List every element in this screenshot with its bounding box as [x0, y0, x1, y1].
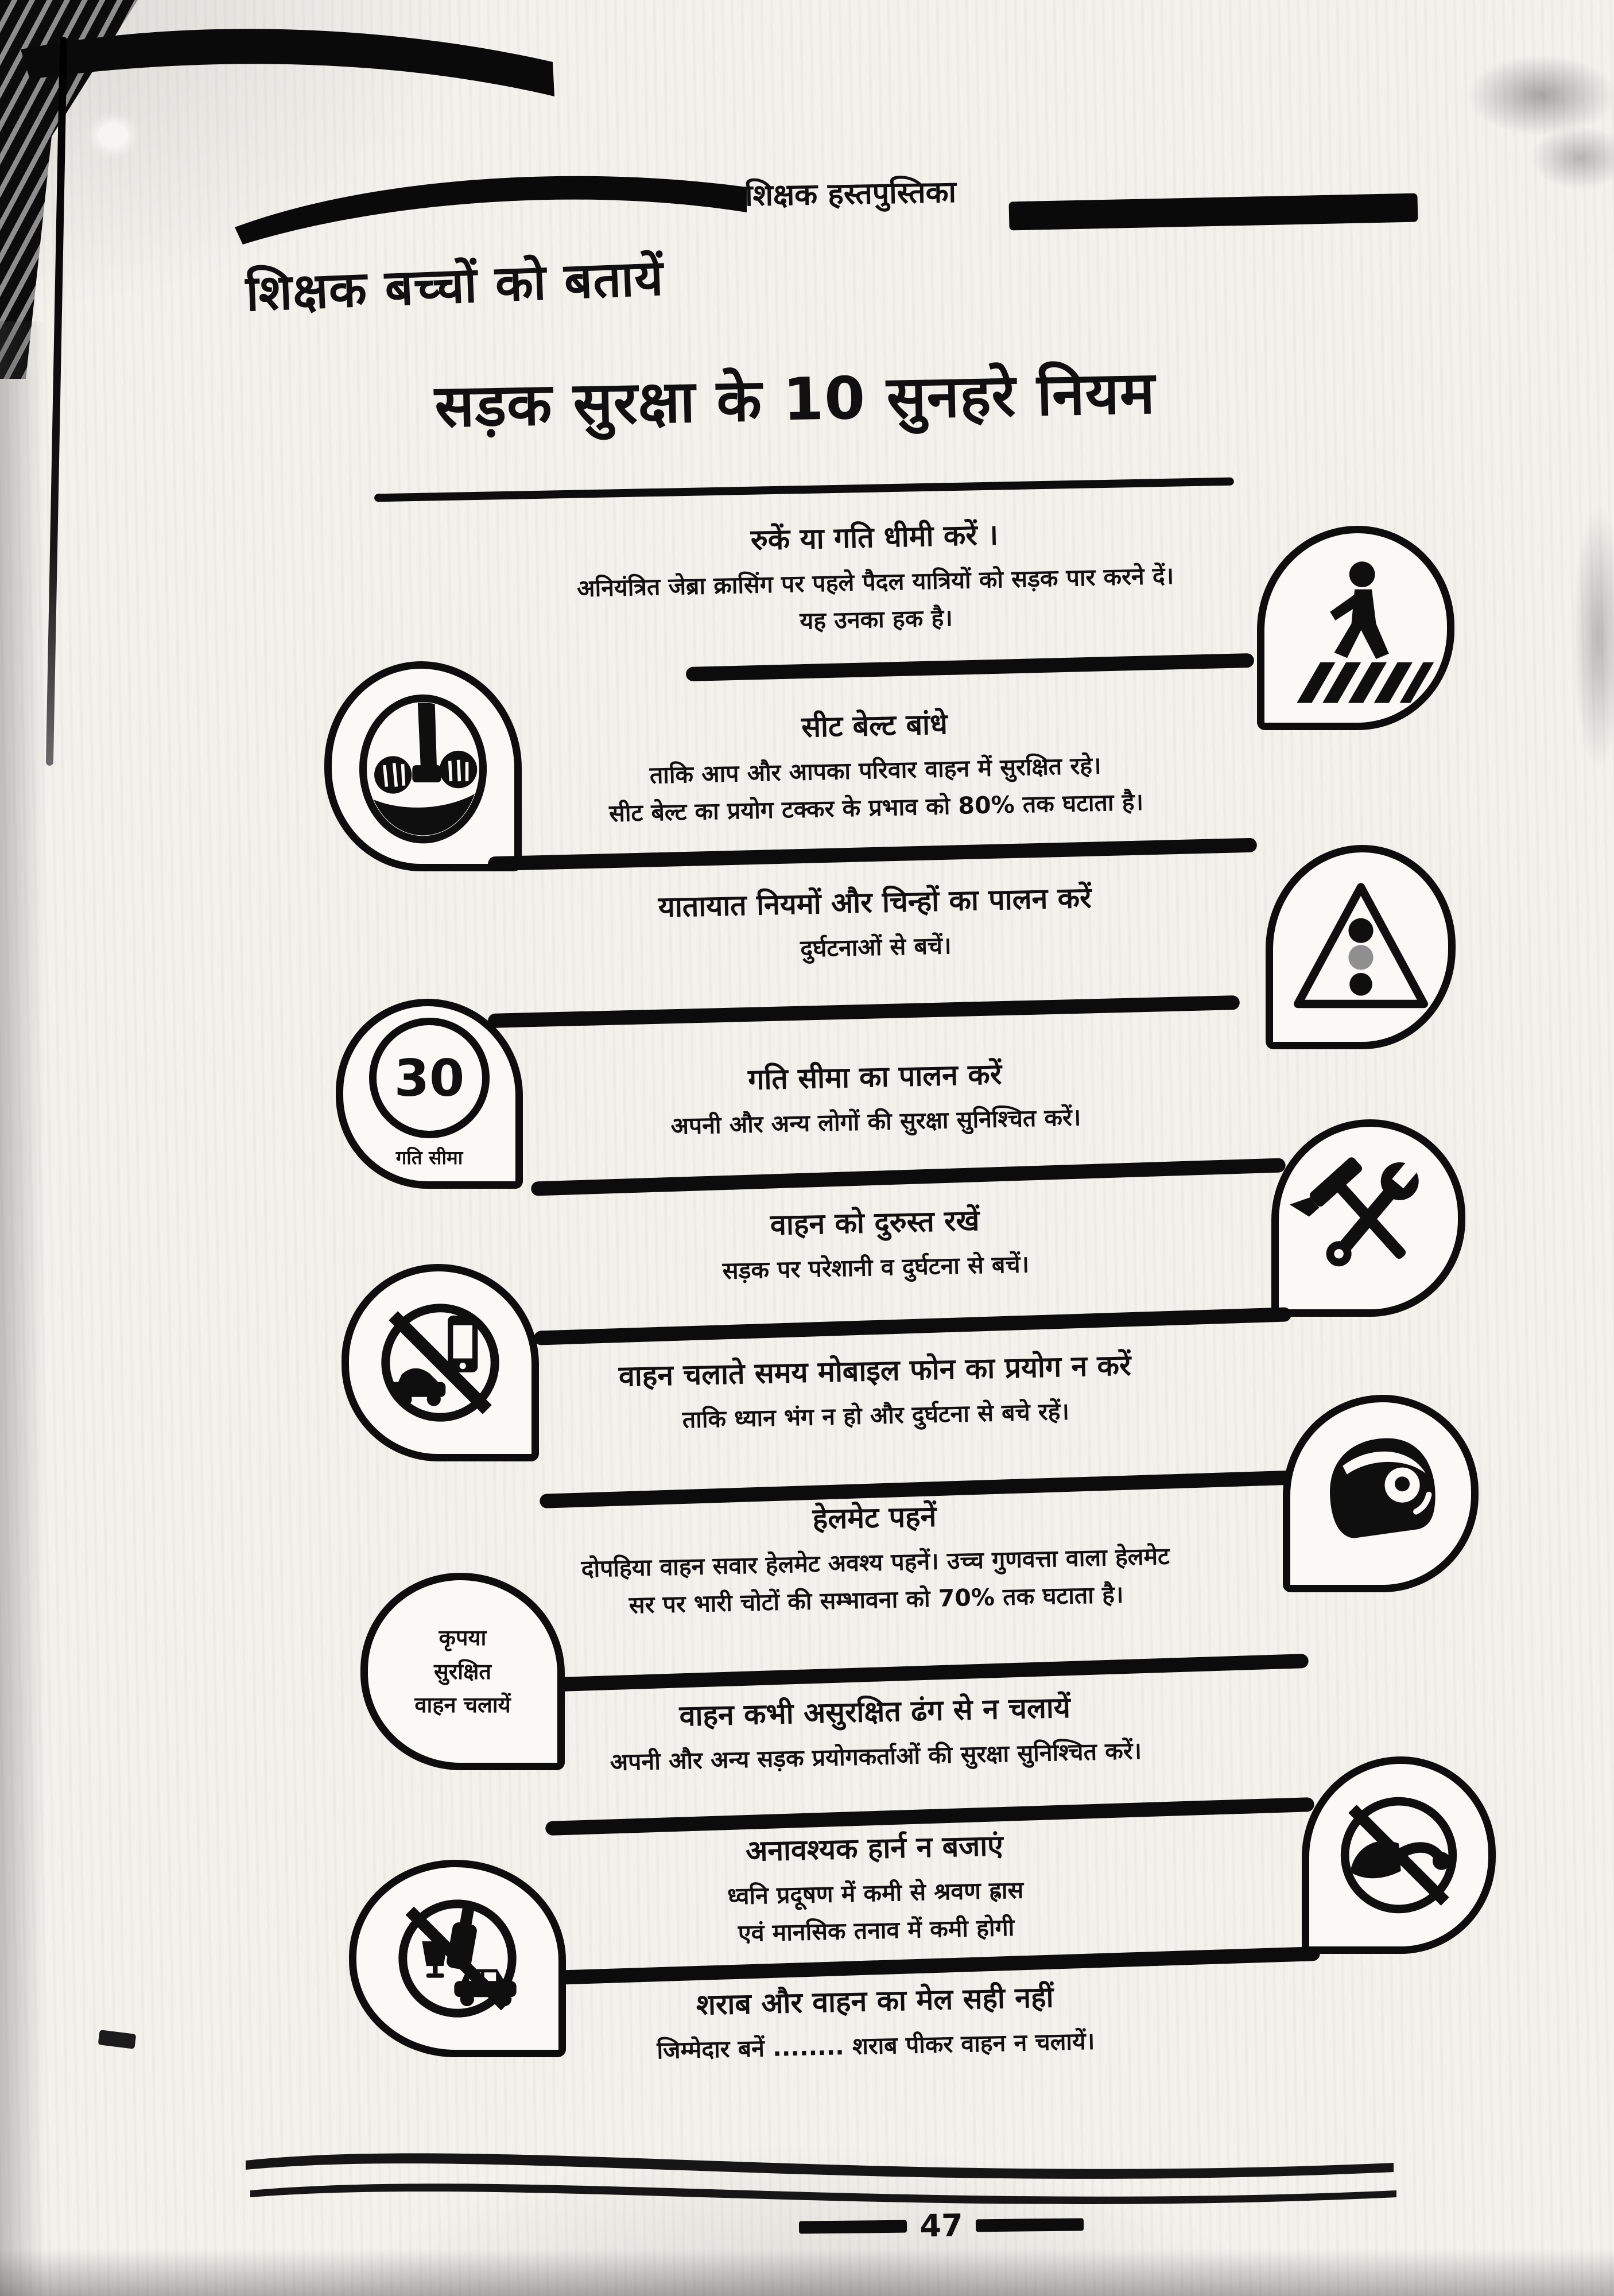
- rule-4: [499, 1048, 1252, 1149]
- rule-title: वाहन कभी असुरक्षित ढंग से न चलायें: [679, 1690, 1071, 1733]
- rule-title: वाहन को दुरुस्त रखें: [770, 1204, 980, 1242]
- badge-line: वाहन चलायें: [414, 1692, 511, 1718]
- title-underline: [374, 478, 1234, 502]
- header-bar: [1009, 193, 1418, 231]
- no-mobile-glyph: [360, 1282, 521, 1443]
- section-divider: [686, 653, 1254, 681]
- rule-line: ध्वनि प्रदूषण में कमी से श्रवण ह्रास: [727, 1876, 1024, 1910]
- rule-1: [498, 509, 1252, 646]
- page-curl-shadow: [16, 5, 561, 125]
- rule-title: गति सीमा का पालन करें: [747, 1057, 1002, 1096]
- section-divider: [531, 1158, 1286, 1196]
- scan-edge-shading: [0, 321, 46, 2296]
- traffic-signal-warning-glyph: [1283, 867, 1438, 1027]
- rule-line: ताकि ध्यान भंग न हो और दुर्घटना से बचे रहें।: [682, 1397, 1070, 1434]
- rule-2: [498, 697, 1252, 835]
- footer-divider: [246, 2131, 1399, 2217]
- rule-title: सीट बेल्ट बांधे: [801, 707, 948, 744]
- pedestrian-crossing-glyph: [1275, 548, 1436, 708]
- rule-title: शराब और वाहन का मेल सही नहीं: [696, 1980, 1054, 2022]
- rule-line: अपनी और अन्य लोगों की सुरक्षा सुनिश्चित करें।: [670, 1103, 1081, 1140]
- speed-limit-value: 30: [369, 1018, 490, 1138]
- punch-hole-artifact: [98, 123, 129, 148]
- page-number: 47: [919, 2207, 963, 2244]
- no-horn-icon: [1302, 1756, 1496, 1954]
- rule-line: दुर्घटनाओं से बचें।: [800, 932, 952, 963]
- rule-title: यातायात नियमों और चिन्हों का पालन करें: [658, 881, 1092, 924]
- rule-title: हेलमेट पहनें: [812, 1499, 937, 1536]
- section-divider: [488, 838, 1257, 871]
- section-divider: [488, 995, 1240, 1028]
- rule-line: अपनी और अन्य सड़क प्रयोगकर्ताओं की सुरक्षा सुनिश्चित करें।: [610, 1736, 1142, 1777]
- audience-line: शिक्षक बच्चों को बतायें: [245, 249, 665, 323]
- section-divider: [534, 1307, 1291, 1345]
- rule-10: [499, 1972, 1252, 2073]
- rule-line: अनियंत्रित जेब्रा क्रासिंग पर पहले पैदल यात्रियों को सड़क पार करने दें।: [576, 561, 1174, 603]
- rule-6: [499, 1342, 1252, 1442]
- rule-9: [498, 1820, 1252, 1957]
- scan-smudge: [1467, 55, 1614, 135]
- rule-line: सर पर भारी चोटों की सम्भावना को 70% तक घटाता है।: [628, 1580, 1124, 1619]
- rule-8: [499, 1683, 1252, 1783]
- rule-line: दोपहिया वाहन सवार हेलमेट अवश्य पहनें। उच्च गुणवत्ता वाला हेलमेट: [581, 1542, 1170, 1583]
- page-title: सड़क सुरक्षा के 10 सुनहरे नियम: [434, 358, 1156, 441]
- no-drink-drive-glyph: [377, 1878, 538, 2039]
- rule-title: वाहन चलाते समय मोबाइल फोन का प्रयोग न करें: [618, 1348, 1132, 1393]
- helmet-glyph: [1301, 1414, 1461, 1573]
- rule-line: सड़क पर परेशानी व दुर्घटना से बचें।: [722, 1250, 1030, 1285]
- wrench-hammer-glyph: [1290, 1139, 1448, 1297]
- rule-line: ताकि आप और आपका परिवार वाहन में सुरक्षित रहे।: [649, 751, 1101, 789]
- vehicle-maintenance-tools-icon: [1271, 1119, 1465, 1317]
- pedestrian-crossing-icon: [1257, 526, 1454, 730]
- rule-line: यह उनका हक है।: [799, 603, 953, 635]
- no-horn-glyph: [1320, 1776, 1478, 1934]
- traffic-signal-warning-icon: [1266, 845, 1456, 1049]
- scan-smudge: [1531, 126, 1614, 189]
- header-swoosh: [232, 154, 752, 249]
- page-number-bar: [799, 2220, 907, 2233]
- rule-3: [499, 874, 1252, 974]
- drive-safely-badge: [360, 1573, 565, 1770]
- rule-5: [499, 1194, 1252, 1294]
- rule-title: रुकें या गति धीमी करें ।: [750, 518, 999, 557]
- page-number-bar: [975, 2218, 1083, 2232]
- speed-limit-30-icon: [336, 999, 523, 1189]
- handbook-label: शिक्षक हस्तपुस्तिका: [744, 174, 957, 214]
- no-mobile-while-driving-icon: [342, 1264, 539, 1461]
- speed-limit-caption: गति सीमा: [395, 1146, 463, 1169]
- rule-line: जिम्मेदार बनें ........ शराब पीकर वाहन न चलायें।: [656, 2027, 1095, 2065]
- seat-belt-icon: [324, 661, 522, 871]
- ink-mark-artifact: [98, 2030, 137, 2049]
- no-drink-and-drive-icon: [349, 1860, 566, 2057]
- rule-line: एवं मानसिक तनाव में कमी होगी: [738, 1913, 1015, 1947]
- helmet-icon: [1283, 1395, 1479, 1592]
- scan-smudge: [1573, 505, 1614, 769]
- rule-title: अनावश्यक हार्न न बजाएं: [745, 1829, 1004, 1868]
- page-number-row: [781, 2206, 1103, 2245]
- seat-belt-glyph: [343, 680, 503, 852]
- rule-7: [498, 1489, 1252, 1627]
- badge-line: सुरक्षित: [434, 1658, 491, 1684]
- rule-line: सीट बेल्ट का प्रयोग टक्कर के प्रभाव को 80% तक घटाता है।: [608, 788, 1144, 827]
- badge-line: कृपया: [439, 1624, 487, 1650]
- scan-edge-shading: [0, 2249, 1614, 2296]
